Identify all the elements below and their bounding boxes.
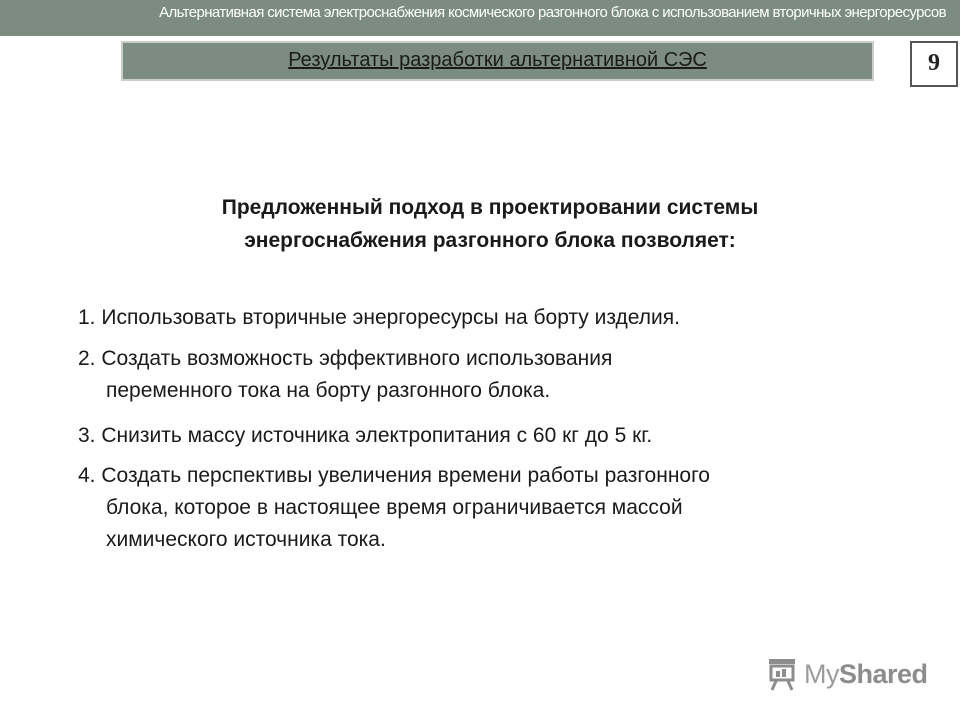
list-item-continuation: химического источника тока.: [106, 528, 386, 551]
presentation-board-icon: [766, 657, 798, 691]
section-title: Результаты разработки альтернативной СЭС: [288, 49, 707, 71]
list-item: [78, 460, 908, 556]
heading-line-2: энергоснабжения разгонного блока позволяет:: [244, 229, 736, 252]
list-item: [78, 302, 908, 334]
list-item-text: 2. Создать возможность эффективного использования: [78, 347, 613, 370]
watermark-text: [804, 659, 928, 690]
presentation-title: Альтернативная система электроснабжения космического разгонного блока с использованием вторичных энергоресурсов: [159, 4, 946, 21]
watermark-my: My: [804, 658, 839, 689]
list-item-continuation: блока, которое в настоящее время ограничивается массой: [106, 496, 683, 519]
list-item: [78, 343, 908, 407]
heading-line-1: Предложенный подход в проектировании системы: [221, 196, 759, 219]
page-number: 9: [910, 41, 958, 87]
myshared-watermark: [766, 656, 928, 692]
list-item-text: 1. Использовать вторичные энергоресурсы на борту изделия.: [78, 306, 680, 329]
section-title-box: [121, 41, 874, 81]
watermark-shared: Shared: [839, 658, 928, 689]
list-item-text: 3. Снизить массу источника электропитания с 60 кг до 5 кг.: [78, 424, 653, 447]
list-item: [78, 420, 908, 452]
presentation-title-banner: [0, 0, 960, 36]
list-item-continuation: переменного тока на борту разгонного блока.: [106, 379, 551, 402]
list-item-text: 4. Создать перспективы увеличения времени работы разгонного: [78, 464, 710, 487]
slide-heading: [100, 191, 880, 257]
